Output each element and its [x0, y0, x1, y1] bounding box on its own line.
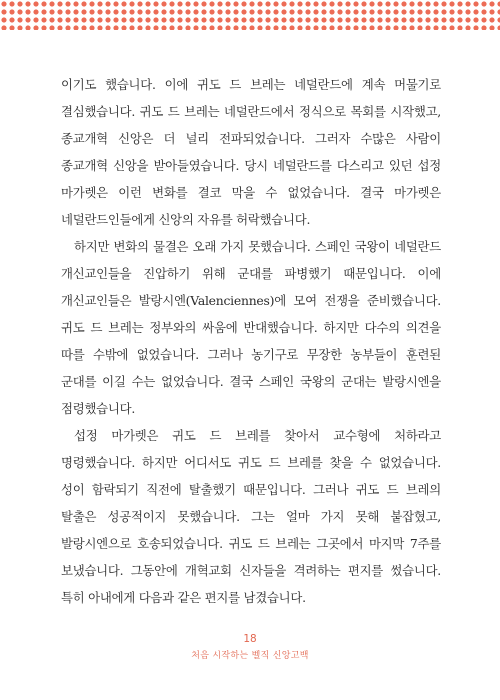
paragraph-1: 이기도 했습니다. 이에 귀도 드 브레는 네덜란드에 계속 머물기로 결심했습니다. 귀도 드 브레는 네덜란드에서 정식으로 목회를 시작했고, 종교개혁 신앙은 더 널리 전파되었습니다. 그러자 수많은 사람이 종교개혁 신앙을 받아들였습니다. 당시 네덜란드를 다스리고 있던 섭정 마가렛은 이런 변화를 결코 막을 수 없었습니다. 결국 마가렛은 네덜란드인들에게 신앙의 자유를 허락했습니다.: [61, 77, 441, 227]
page-footer: [0, 632, 500, 662]
page-body: [61, 71, 441, 611]
page-number: 18: [243, 633, 257, 645]
paragraph-2: 하지만 변화의 물결은 오래 가지 못했습니다. 스페인 국왕이 네덜란드 개신교인들을 진압하기 위해 군대를 파병했기 때문입니다. 이에 개신교인들은 발랑시엔(Valenciennes)에 모여 전쟁을 준비했습니다. 귀도 드 브레는 정부와의 싸움에 반대했습니다. 하지만 다수의 의견을 따를 수밖에 없었습니다. 그러나 농기구로 무장한 농부들이 훈련된 군대를 이길 수는 없었습니다. 결국 스페인 국왕의 군대는 발랑시엔을 점령했습니다.: [61, 239, 441, 416]
paragraph-3: 섭정 마가렛은 귀도 드 브레를 찾아서 교수형에 처하라고 명령했습니다. 하지만 어디서도 귀도 드 브레를 찾을 수 없었습니다. 성이 함락되기 직전에 탈출했기 때문입니다. 그러나 귀도 드 브레의 탈출은 성공적이지 못했습니다. 그는 얼마 가지 못해 붙잡혔고, 발랑시엔으로 호송되었습니다. 귀도 드 브레는 그곳에서 마지막 7주를 보냈습니다. 그동안에 개혁교회 신자들을 격려하는 편지를 썼습니다. 특히 아내에게 다음과 같은 편지를 남겼습니다.: [61, 428, 441, 605]
book-title: 처음 시작하는 벨직 신앙고백: [191, 651, 309, 661]
decorative-dot-header: [0, 0, 500, 30]
